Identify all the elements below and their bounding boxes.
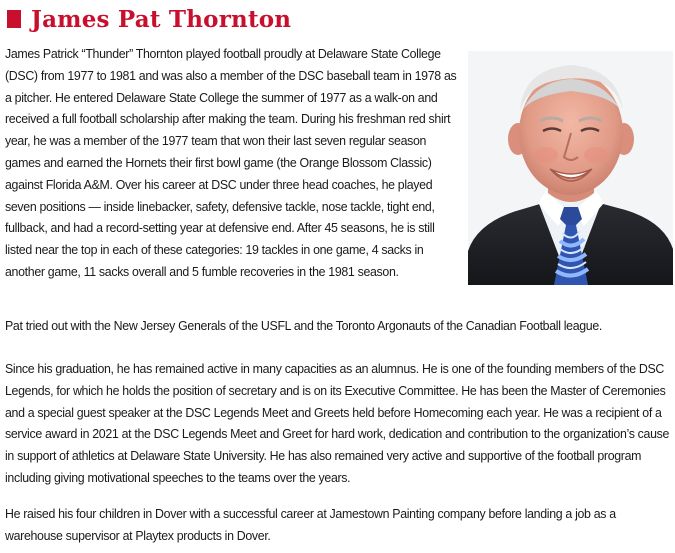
portrait-photo [468,51,673,285]
article-heading [7,4,291,34]
paragraph-family-career: He raised his four children in Dover with a successful career at Jamestown Painting company before landing a job as a warehouse supervisor at Playtex products in Dover. [5,506,616,543]
paragraph-alumni-service: Since his graduation, he has remained active in many capacities as an alumnus. He is one of the founding members of the DSC Legends, for which he holds the position of secretary and is on its Executive Committee. He has been the Master of Ceremonies and a special guest speaker at the DSC Legends Meet and Greets held before Homecoming each year. He was a recipient of a service award in 2021 at the DSC Legends Meet and Greet for hard work, dedication and contribution to the organization’s cause in support of athletics at Delaware State University. He has also remained very active and supportive of the football program including giving motivational speeches to the teams over the years. [5,361,670,485]
paragraph-pro-tryouts: Pat tried out with the New Jersey Generals of the USFL and the Toronto Argonauts of the Canadian Football league. [5,318,603,333]
article-title: James Pat Thornton [31,5,292,33]
heading-accent-bar [7,10,21,28]
paragraph-career: James Patrick “Thunder” Thornton played football proudly at Delaware State College (DSC) from 1977 to 1981 and was also a member of the DSC baseball team in 1978 as a pitcher. He entered Delaware State College the summer of 1977 as a walk-on and received a full football scholarship after making the team. During his freshman red shirt year, he was a member of the 1977 team that won their last seven regular season games and earned the Hornets their first bowl game (the Orange Blossom Classic) against Florida A&M. Over his career at DSC under three head coaches, he played seven positions — inside linebacker, safety, defensive tackle, nose tackle, tight end, fullback, and had a record-setting year at defensive end. After 45 seasons, he is still listed near the top in each of these categories: 19 tackles in one game, 4 sacks in another game, 11 sacks overall and 5 fumble recoveries in the 1981 season. [5,46,457,279]
